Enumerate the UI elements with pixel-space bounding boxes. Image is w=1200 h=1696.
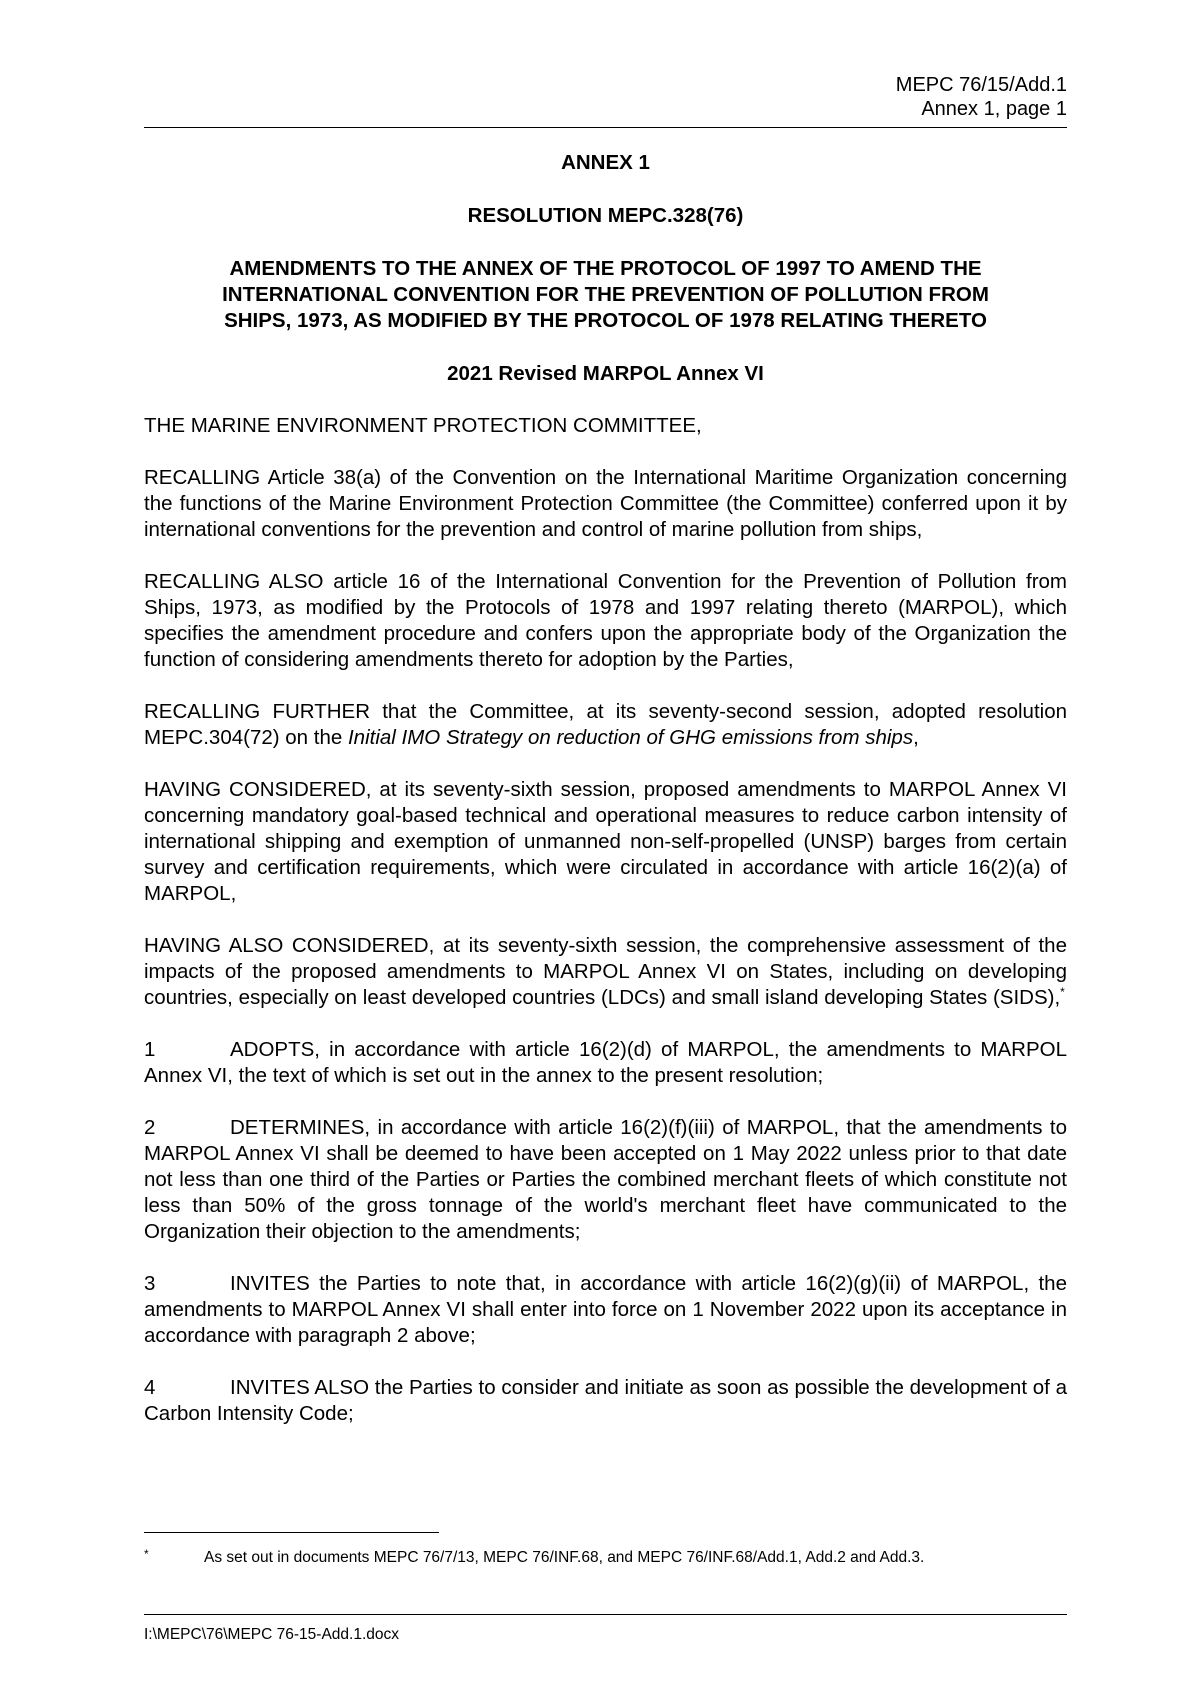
- amendments-title: [144, 256, 1067, 334]
- operative-paragraph-1: [144, 1037, 1067, 1089]
- paragraph-text: INVITES the Parties to note that, in accordance with article 16(2)(g)(ii) of MARPOL, the amendments to MARPOL Annex VI shall enter into force on 1 November 2022 upon its acceptance in accordance with paragraph 2 above;: [144, 1272, 1067, 1347]
- page-reference: Annex 1, page 1: [921, 98, 1067, 120]
- document-reference: MEPC 76/15/Add.1: [895, 74, 1067, 96]
- having-also-considered-paragraph: [144, 933, 1067, 1011]
- operative-paragraph-4: [144, 1375, 1067, 1427]
- paragraph-number: 3: [144, 1272, 156, 1295]
- amendments-title-line: INTERNATIONAL CONVENTION FOR THE PREVENTION OF POLLUTION FROM: [222, 283, 989, 306]
- paragraph-text: INVITES ALSO the Parties to consider and initiate as soon as possible the development of a Carbon Intensity Code;: [144, 1376, 1067, 1425]
- having-also-considered-text: HAVING ALSO CONSIDERED, at its seventy-sixth session, the comprehensive assessment of the impacts of the proposed amendments to MARPOL Annex VI on States, including on developing countries, especially on least developed countries (LDCs) and small island developing States (SIDS),: [144, 934, 1067, 1009]
- recalling-also-paragraph: RECALLING ALSO article 16 of the International Convention for the Prevention of Pollution from Ships, 1973, as modified by the Protocols of 1978 and 1997 relating thereto (MARPOL), which specifies the amendment procedure and confers upon the appropriate body of the Organization the function of considering amendments thereto for adoption by the Parties,: [144, 570, 1067, 671]
- footer-file-path: I:\MEPC\76\MEPC 76-15-Add.1.docx: [144, 1626, 400, 1643]
- footnote: [144, 1548, 1067, 1568]
- header-rule: [144, 127, 1067, 128]
- recalling-paragraph: RECALLING Article 38(a) of the Convention on the International Maritime Organization concerning the functions of the Marine Environment Protection Committee (the Committee) conferred upon it by international conventions for the prevention and control of marine pollution from ships,: [144, 466, 1067, 541]
- document-body: [144, 150, 1067, 1427]
- amendments-title-line: AMENDMENTS TO THE ANNEX OF THE PROTOCOL OF 1997 TO AMEND THE: [229, 257, 982, 280]
- paragraph-number: 2: [144, 1116, 156, 1139]
- footnote-rule: [144, 1532, 439, 1533]
- recalling-further-paragraph: [144, 699, 1067, 751]
- committee-line: THE MARINE ENVIRONMENT PROTECTION COMMITTEE,: [144, 414, 702, 437]
- footnote-text: As set out in documents MEPC 76/7/13, MEPC 76/INF.68, and MEPC 76/INF.68/Add.1, Add.2 and Add.3.: [204, 1549, 925, 1566]
- operative-paragraph-3: [144, 1271, 1067, 1349]
- paragraph-text: ADOPTS, in accordance with article 16(2)(d) of MARPOL, the amendments to MARPOL Annex VI, the text of which is set out in the annex to the present resolution;: [144, 1038, 1067, 1087]
- amendments-title-line: SHIPS, 1973, AS MODIFIED BY THE PROTOCOL OF 1978 RELATING THERETO: [224, 309, 987, 332]
- footnote-mark: *: [144, 1547, 149, 1561]
- having-considered-paragraph: HAVING CONSIDERED, at its seventy-sixth session, proposed amendments to MARPOL Annex VI concerning mandatory goal-based technical and operational measures to reduce carbon intensity of international shipping and exemption of unmanned non-self-propelled (UNSP) barges from certain survey and certification requirements, which were circulated in accordance with article 16(2)(a) of MARPOL,: [144, 778, 1067, 905]
- recalling-further-text: RECALLING FURTHER that the Committee, at its seventy-second session, adopted resolution MEPC.304(72) on the: [144, 700, 1067, 749]
- operative-paragraph-2: [144, 1115, 1067, 1245]
- recalling-further-end: ,: [913, 726, 919, 749]
- annex-title: ANNEX 1: [561, 151, 650, 174]
- subtitle: 2021 Revised MARPOL Annex VI: [447, 362, 764, 385]
- paragraph-number: 4: [144, 1376, 156, 1399]
- paragraph-text: DETERMINES, in accordance with article 16(2)(f)(iii) of MARPOL, that the amendments to MARPOL Annex VI shall be deemed to have been accepted on 1 May 2022 unless prior to that date not less than one third of the Parties or Parties the combined merchant fleets of which constitute not less than 50% of the gross tonnage of the world's merchant fleet have communicated to the Organization their objection to the amendments;: [144, 1116, 1067, 1243]
- footnote-reference: *: [1060, 985, 1065, 1000]
- footer-rule: [144, 1614, 1067, 1615]
- resolution-title: RESOLUTION MEPC.328(76): [467, 204, 744, 227]
- paragraph-number: 1: [144, 1038, 156, 1061]
- strategy-title: Initial IMO Strategy on reduction of GHG emissions from ships: [347, 726, 914, 749]
- page-header: [896, 73, 1067, 121]
